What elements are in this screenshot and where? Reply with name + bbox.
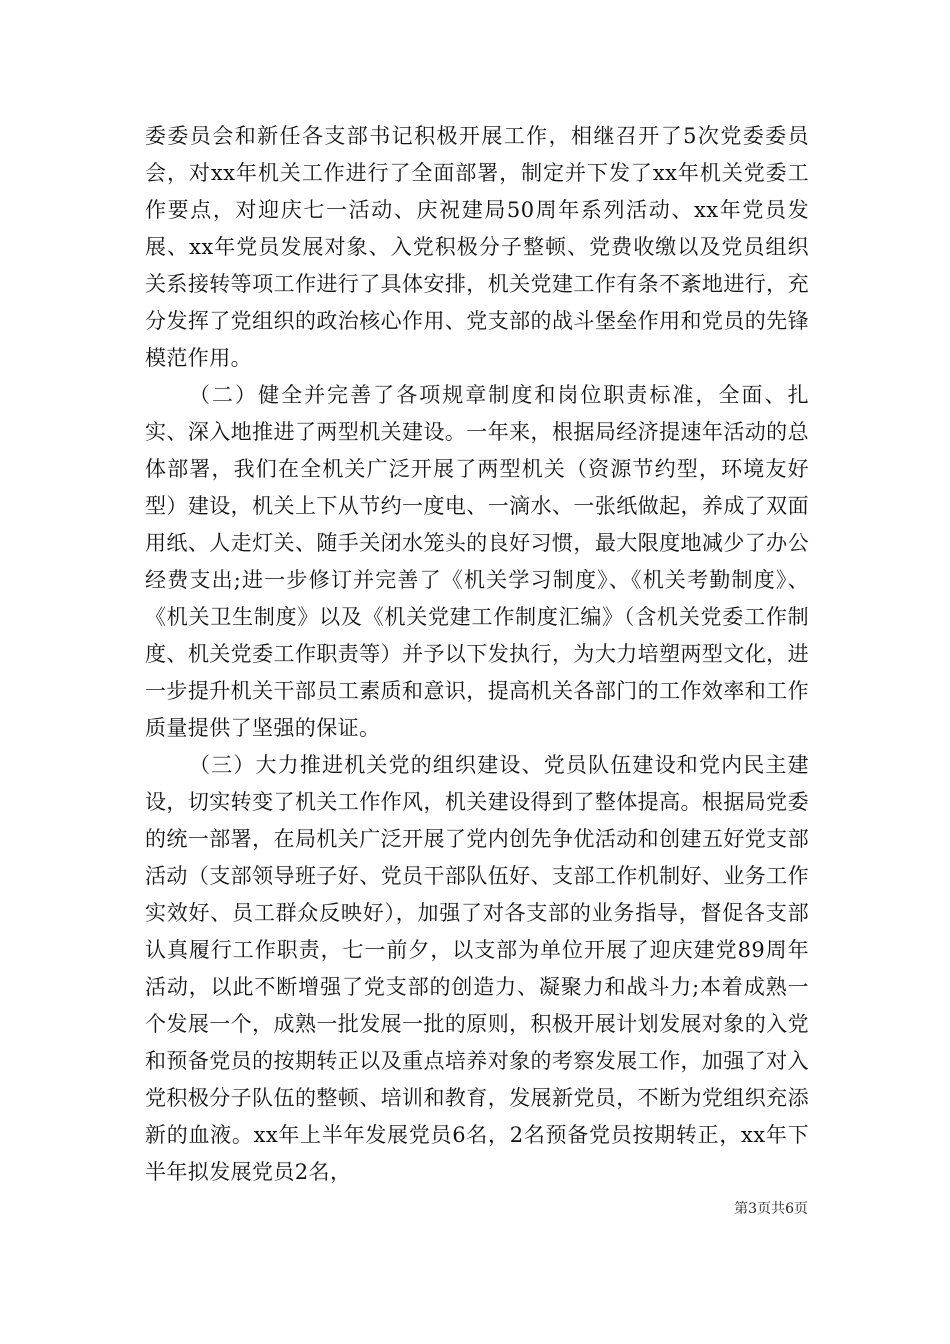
paragraph-1: 委委员会和新任各支部书记积极开展工作，相继召开了5次党委委员会，对xx年机关工作进行了全面部署，制定并下发了xx年机关党委工作要点，对迎庆七一活动、庆祝建局50周年系列活动、xx年党员发展、xx年党员发展对象、入党积极分子整顿、党费收缴以及党员组织关系接转等项工作进行了具体安排，机关党建工作有条不紊地进行，充分发挥了党组织的政治核心作用、党支部的战斗堡垒作用和党员的先锋模范作用。 [145, 124, 809, 370]
page-number-footer: 第3页共6页 [734, 1201, 808, 1217]
document-body [145, 118, 809, 1191]
paragraph-3: （三）大力推进机关党的组织建设、党员队伍建设和党内民主建设，切实转变了机关工作作风，机关建设得到了整体提高。根据局党委的统一部署，在局机关广泛开展了党内创先争优活动和创建五好党支部活动（支部领导班子好、党员干部队伍好、支部工作机制好、业务工作实效好、员工群众反映好），加强了对各支部的业务指导，督促各支部认真履行工作职责，七一前夕，以支部为单位开展了迎庆建党89周年活动，以此不断增强了党支部的创造力、凝聚力和战斗力;本着成熟一个发展一个，成熟一批发展一批的原则，积极开展计划发展对象的入党和预备党员的按期转正以及重点培养对象的考察发展工作，加强了对入党积极分子队伍的整顿、培训和教育，发展新党员，不断为党组织充添新的血液。xx年上半年发展党员6名，2名预备党员按期转正，xx年下半年拟发展党员2名， [145, 753, 809, 1184]
paragraph-2: （二）健全并完善了各项规章制度和岗位职责标准，全面、扎实、深入地推进了两型机关建设。一年来，根据局经济提速年活动的总体部署，我们在全机关广泛开展了两型机关（资源节约型，环境友好型）建设，机关上下从节约一度电、一滴水、一张纸做起，养成了双面用纸、人走灯关、随手关闭水笼头的良好习惯，最大限度地减少了办公经费支出;进一步修订并完善了《机关学习制度》、《机关考勤制度》、《机关卫生制度》以及《机关党建工作制度汇编》（含机关党委工作制度、机关党委工作职责等）并予以下发执行，为大力培塑两型文化，进一步提升机关干部员工素质和意识，提高机关各部门的工作效率和工作质量提供了坚强的保证。 [145, 383, 809, 740]
